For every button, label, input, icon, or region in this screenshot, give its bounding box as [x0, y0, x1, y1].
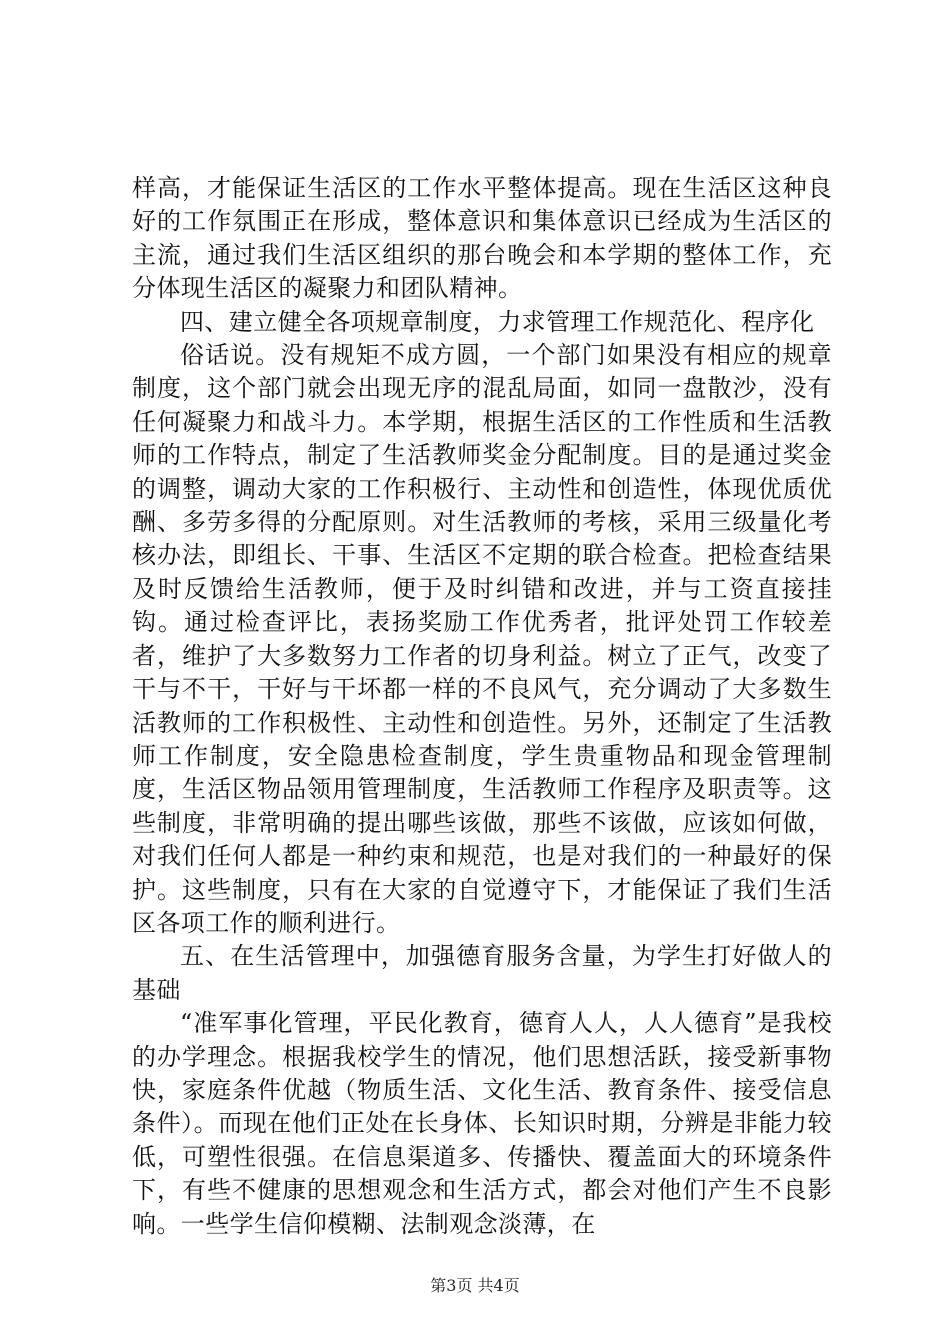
page-footer: 第3页 共4页: [430, 1276, 520, 1295]
paragraph-rules: 俗话说。没有规矩不成方圆，一个部门如果没有相应的规章制度，这个部门就会出现无序的混乱局面，如同一盘散沙，没有任何凝聚力和战斗力。本学期，根据生活区的工作性质和生活教师的工作特点，制定了生活教师奖金分配制度。目的是通过奖金的调整，调动大家的工作积极行、主动性和创造性，体现优质优酬、多劳多得的分配原则。对生活教师的考核，采用三级量化考核办法，即组长、干事、生活区不定期的联合检查。把检查结果及时反馈给生活教师，便于及时纠错和改进，并与工资直接挂钩。通过检查评比，表扬奖励工作优秀者，批评处罚工作较差者，维护了大多数努力工作者的切身利益。树立了正气，改变了干与不干，干好与干坏都一样的不良风气，充分调动了大多数生活教师的工作积极性、主动性和创造性。另外，还制定了生活教师工作制度，安全隐患检查制度，学生贵重物品和现金管理制度，生活区物品领用管理制度，生活教师工作程序及职责等。这些制度，非常明确的提出哪些该做，那些不该做，应该如何做，对我们任何人都是一种约束和规范，也是对我们的一种最好的保护。这些制度，只有在大家的自觉遵守下，才能保证了我们生活区各项工作的顺利进行。: [132, 341, 832, 937]
document-body: [132, 172, 832, 1241]
paragraph-continuation: 样高，才能保证生活区的工作水平整体提高。现在生活区这种良好的工作氛围正在形成，整体意识和集体意识已经成为生活区的主流，通过我们生活区组织的那台晚会和本学期的整体工作，充分体现生活区的凝聚力和团队精神。: [132, 174, 832, 303]
paragraph-moral-education: “准军事化管理，平民化教育，德育人人，人人德育”是我校的办学理念。根据我校学生的情况，他们思想活跃，接受新事物快，家庭条件优越（物质生活、文化生活、教育条件、接受信息条件）。而现在他们正处在长身体、长知识时期，分辨是非能力较低，可塑性很强。在信息渠道多、传播快、覆盖面大的环境条件下，有些不健康的思想观念和生活方式，都会对他们产生不良影响。一些学生信仰模糊、法制观念淡薄，在: [132, 1009, 832, 1238]
section-heading-five: 五、在生活管理中，加强德育服务含量，为学生打好做人的基础: [132, 942, 832, 1004]
section-heading-four: 四、建立健全各项规章制度，力求管理工作规范化、程序化: [180, 307, 815, 336]
